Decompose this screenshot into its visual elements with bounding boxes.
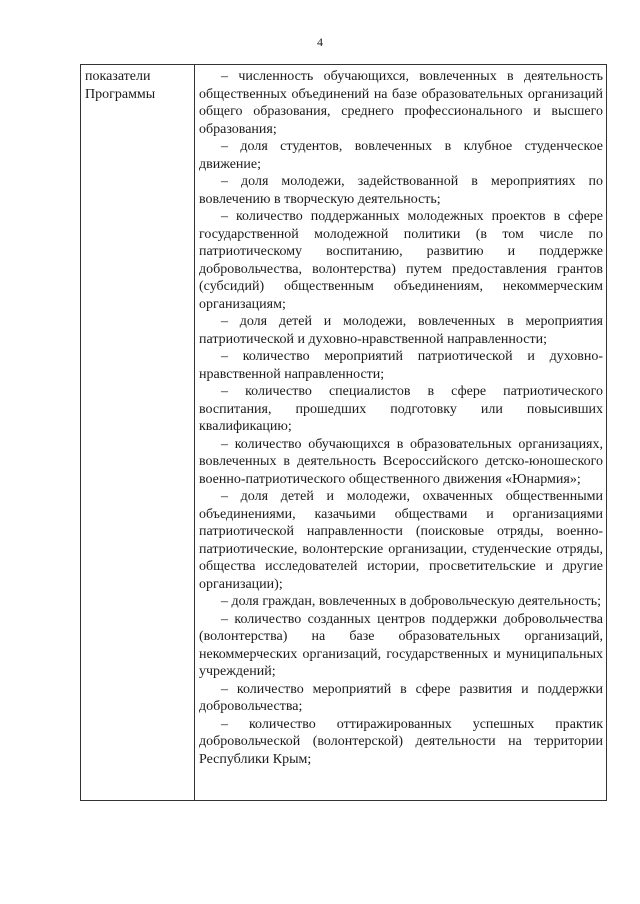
indicator-item: – доля детей и молодежи, вовлеченных в мероприятия патриотической и духовно-нравственной направленности; <box>199 314 603 347</box>
indicator-item: – доля граждан, вовлеченных в добровольческую деятельность; <box>221 594 602 609</box>
page-number: 4 <box>317 35 323 49</box>
indicators-list <box>199 68 603 768</box>
indicator-item: – доля молодежи, задействованной в мероприятиях по вовлечению в творческую деятельность; <box>199 174 603 207</box>
indicator-item: – количество мероприятий патриотической и духовно-нравственной направленности; <box>199 349 603 382</box>
left-label-line2: Программы <box>85 86 156 102</box>
indicator-item: – доля детей и молодежи, охваченных общественными объединениями, казачьими обществами и организациями патриотической направленности (поисковые отряды, военно-патриотические, волонтерские организации, студенческие отряды, общества исследователей истории, просветительские и другие организации); <box>199 489 603 592</box>
indicator-item: – количество оттиражированных успешных практик добровольческой (волонтерской) деятельности на территории Республики Крым; <box>199 716 603 767</box>
column-divider <box>194 65 195 800</box>
indicator-item: – количество специалистов в сфере патриотического воспитания, прошедших подготовку или повысивших квалификацию; <box>199 384 603 434</box>
indicator-item: – численность обучающихся, вовлеченных в деятельность общественных объединений на базе образовательных организаций общего образования, среднего профессионального и высшего образования; <box>199 69 603 137</box>
indicator-item: – доля студентов, вовлеченных в клубное студенческое движение; <box>199 139 603 172</box>
indicator-item: – количество созданных центров поддержки добровольчества (волонтерства) на базе образовательных организаций, некоммерческих организаций, государственных и муниципальных учреждений; <box>199 611 603 679</box>
left-label-line1: показатели <box>85 69 151 84</box>
left-label-cell <box>85 68 191 103</box>
indicator-item: – количество обучающихся в образовательных организациях, вовлеченных в деятельность Всероссийского детско-юношеского военно-патриотического общественного движения «Юнармия»; <box>199 436 603 487</box>
program-indicators-table <box>80 64 607 801</box>
indicator-item: – количество поддержанных молодежных проектов в сфере государственной молодежной политики (в том числе по патриотическому воспитанию, развитию и поддержке добровольчества, волонтерства) путем предоставления грантов (субсидий) общественным объединениям, некоммерческим организациям; <box>199 209 603 312</box>
indicator-item: – количество мероприятий в сфере развития и поддержки добровольчества; <box>199 681 603 714</box>
